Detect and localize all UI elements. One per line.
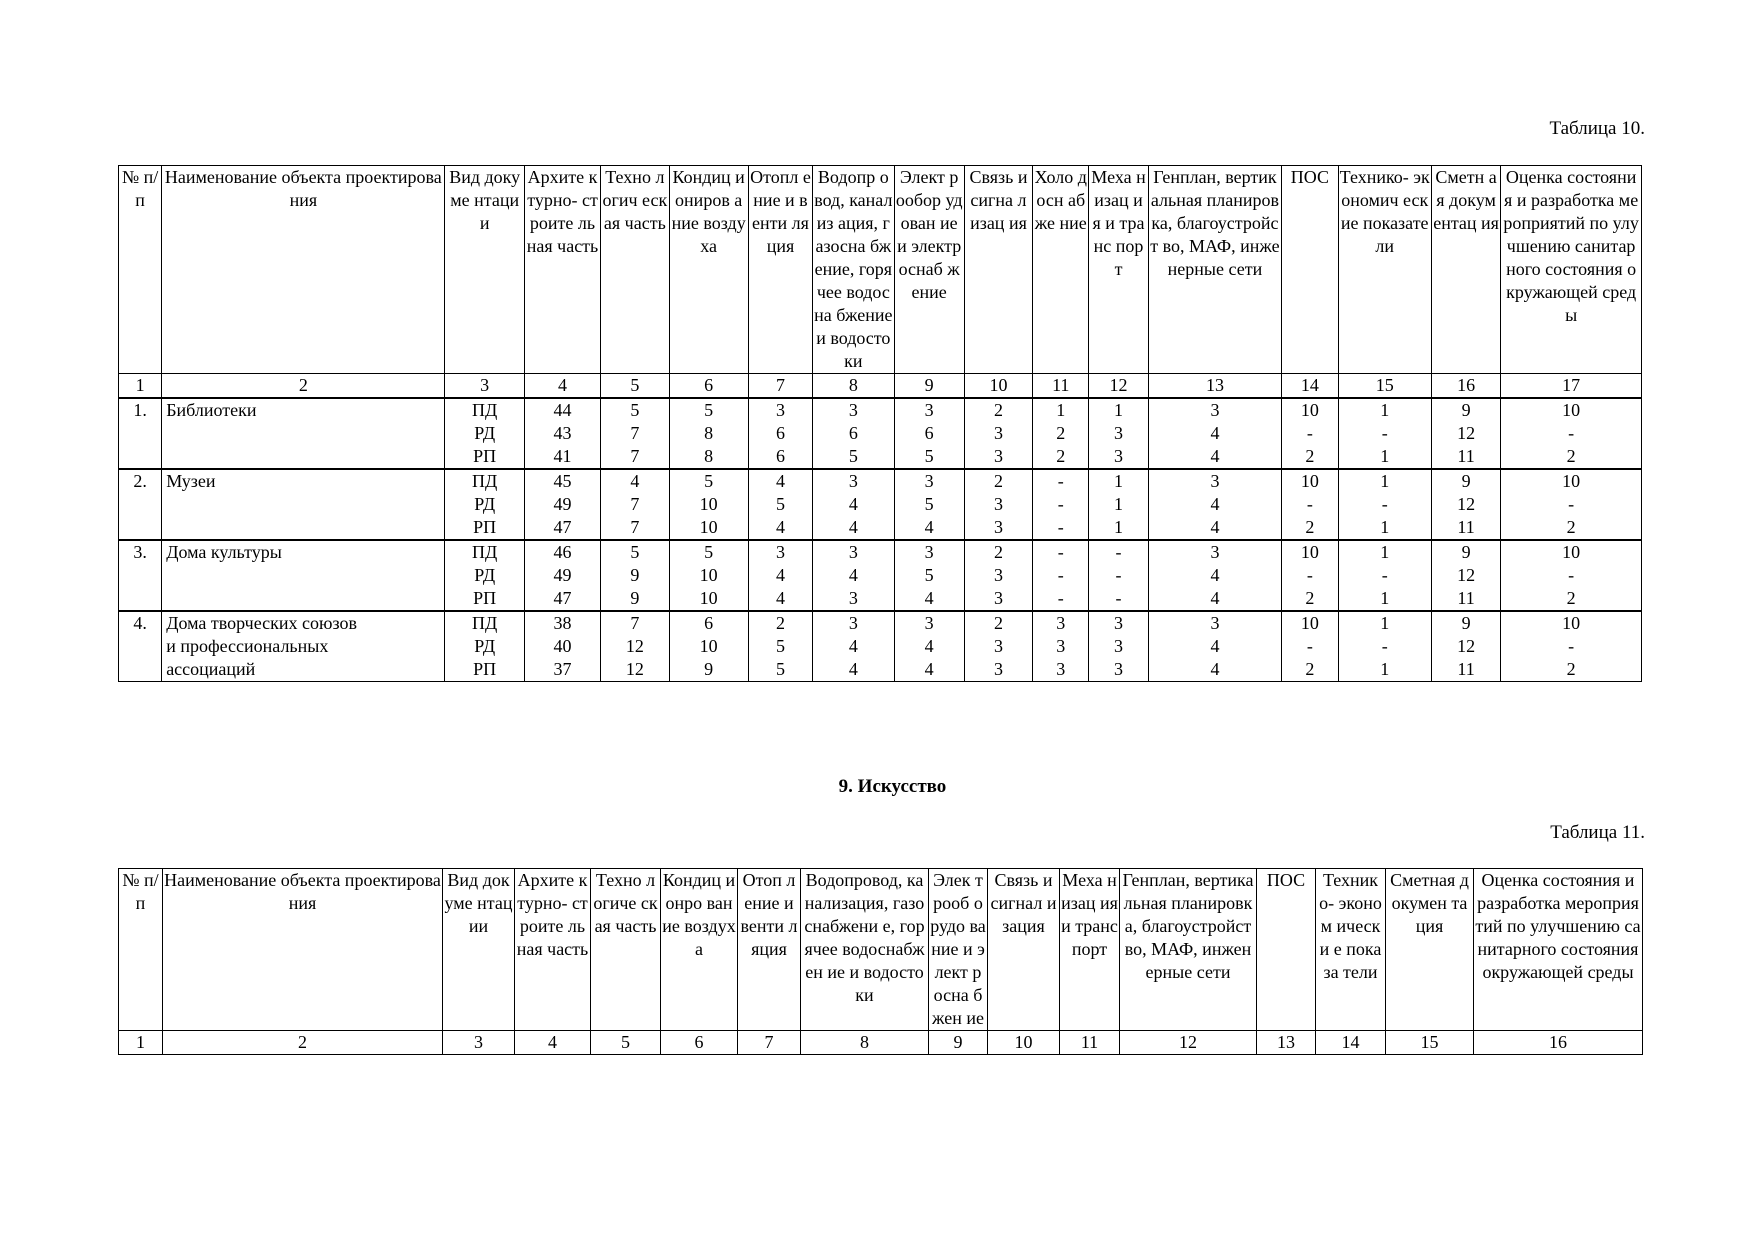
- column-number: 5: [591, 1031, 661, 1055]
- column-number: 11: [1033, 374, 1089, 399]
- column-number: 13: [1148, 374, 1282, 399]
- column-header: Элек трооб орудо вание и элект росна бжен ие: [929, 869, 988, 1031]
- table-cell: 3 4 4: [1148, 611, 1282, 682]
- table-cell: 9 12 11: [1431, 469, 1500, 540]
- table-row: [119, 469, 1642, 540]
- table-cell: 5 7 7: [601, 398, 669, 469]
- column-number: 10: [988, 1031, 1060, 1055]
- table-cell: 3 4 4: [1148, 540, 1282, 611]
- table-cell: 3 4 3: [813, 540, 894, 611]
- table-cell: ПД РД РП: [445, 398, 524, 469]
- column-number: 1: [119, 1031, 163, 1055]
- column-header: Кондиц иониров ание воздуха: [669, 166, 748, 374]
- column-number: 9: [929, 1031, 988, 1055]
- table-cell: 1 1 1: [1089, 469, 1148, 540]
- column-header: Холо досн абже ние: [1033, 166, 1089, 374]
- column-header: Наименование объекта проектирования: [163, 869, 443, 1031]
- column-number: 16: [1431, 374, 1500, 399]
- object-name: Библиотеки: [162, 398, 445, 469]
- header-row: [119, 166, 1642, 374]
- column-number: 2: [162, 374, 445, 399]
- column-header: № п/п: [119, 166, 162, 374]
- column-header: Меха низац ия и транс порт: [1060, 869, 1120, 1031]
- column-number: 3: [445, 374, 524, 399]
- column-header: Связь и сигнал изация: [988, 869, 1060, 1031]
- table-cell: 10 - 2: [1282, 611, 1338, 682]
- column-header: Отоп ление и венти ляция: [738, 869, 801, 1031]
- table-cell: 10 - 2: [1501, 611, 1642, 682]
- column-header: Техно логиче ская часть: [591, 869, 661, 1031]
- column-header: Сметн ая докум ентац ия: [1431, 166, 1500, 374]
- column-header: Архите ктурно- строите льная часть: [524, 166, 600, 374]
- table-cell: 3 4 4: [813, 611, 894, 682]
- table-cell: 7 12 12: [601, 611, 669, 682]
- table-cell: 5 9 9: [601, 540, 669, 611]
- table-cell: ПД РД РП: [445, 469, 524, 540]
- table-cell: 10 - 2: [1501, 540, 1642, 611]
- column-header: Архите ктурно- строите льная часть: [515, 869, 591, 1031]
- table-cell: 2 5 5: [748, 611, 812, 682]
- table-cell: 1 - 1: [1338, 469, 1431, 540]
- table-cell: 9 12 11: [1431, 398, 1500, 469]
- column-number: 17: [1501, 374, 1642, 399]
- column-header: Кондиц ионро вание воздуха: [661, 869, 738, 1031]
- table-cell: 10 - 2: [1282, 398, 1338, 469]
- column-number: 6: [669, 374, 748, 399]
- column-number: 4: [524, 374, 600, 399]
- table-cell: 3 4 4: [894, 611, 964, 682]
- column-number: 15: [1338, 374, 1431, 399]
- table-cell: 3 5 4: [894, 540, 964, 611]
- column-header: Генплан, вертикальная планировка, благоустройст во, МАФ, инженерные сети: [1148, 166, 1282, 374]
- table-cell: 3 4 4: [1148, 469, 1282, 540]
- column-header: Сметная докумен тация: [1386, 869, 1474, 1031]
- table-cell: 44 43 41: [524, 398, 600, 469]
- table-cell: - - -: [1033, 540, 1089, 611]
- row-number: 3.: [119, 540, 162, 611]
- table-cell: 3 6 5: [894, 398, 964, 469]
- column-number: 4: [515, 1031, 591, 1055]
- column-number: 16: [1474, 1031, 1643, 1055]
- object-name: Дома культуры: [162, 540, 445, 611]
- table-cell: 3 3 3: [1033, 611, 1089, 682]
- table-cell: 46 49 47: [524, 540, 600, 611]
- column-number: 2: [163, 1031, 443, 1055]
- table-cell: 2 3 3: [964, 611, 1032, 682]
- table-cell: 45 49 47: [524, 469, 600, 540]
- table-10: [118, 165, 1642, 682]
- table-cell: 10 - 2: [1501, 469, 1642, 540]
- table-cell: 3 4 4: [1148, 398, 1282, 469]
- row-number: 2.: [119, 469, 162, 540]
- column-header: Отопл ение и венти ляция: [748, 166, 812, 374]
- table-cell: 9 12 11: [1431, 611, 1500, 682]
- table-cell: 9 12 11: [1431, 540, 1500, 611]
- table-cell: 6 10 9: [669, 611, 748, 682]
- table-cell: 4 5 4: [748, 469, 812, 540]
- column-header: Меха низац ия и транс порт: [1089, 166, 1148, 374]
- section-title: 9. Искусство: [838, 776, 947, 797]
- table-cell: 5 8 8: [669, 398, 748, 469]
- column-number: 7: [738, 1031, 801, 1055]
- row-number: 1.: [119, 398, 162, 469]
- column-number: 12: [1120, 1031, 1257, 1055]
- table-cell: 5 10 10: [669, 469, 748, 540]
- table-cell: 10 - 2: [1501, 398, 1642, 469]
- column-header: Водопр овод, канализ ация, газосна бжение, горячее водосна бжение и водосто ки: [813, 166, 894, 374]
- column-header: Элект рообор удован ие и электр оснаб жение: [894, 166, 964, 374]
- table-cell: 3 4 4: [748, 540, 812, 611]
- row-number: 4.: [119, 611, 162, 682]
- column-number-row: [119, 374, 1642, 399]
- column-header: № п/ п: [119, 869, 163, 1031]
- column-header: Оценка состояния и разработка мероприятий по улучшению санитарного состояния окружающей среды: [1501, 166, 1642, 374]
- table-cell: 1 2 2: [1033, 398, 1089, 469]
- table-cell: 1 - 1: [1338, 398, 1431, 469]
- column-header: Водопровод, канализация, газоснабжени е, горячее водоснабжен ие и водостоки: [801, 869, 929, 1031]
- column-number: 1: [119, 374, 162, 399]
- table-10-caption: Таблица 10.: [1549, 118, 1645, 139]
- column-header: ПОС: [1282, 166, 1338, 374]
- column-header: Техно логич еская часть: [601, 166, 669, 374]
- table-cell: ПД РД РП: [445, 611, 524, 682]
- header-row: [119, 869, 1643, 1031]
- column-number: 8: [801, 1031, 929, 1055]
- column-number-row: [119, 1031, 1643, 1055]
- column-number: 12: [1089, 374, 1148, 399]
- object-name: Музеи: [162, 469, 445, 540]
- table-11: [118, 868, 1643, 1055]
- column-number: 8: [813, 374, 894, 399]
- table-cell: 3 4 4: [813, 469, 894, 540]
- table-cell: - - -: [1033, 469, 1089, 540]
- column-number: 14: [1316, 1031, 1386, 1055]
- table-row: [119, 540, 1642, 611]
- table-cell: 2 3 3: [964, 540, 1032, 611]
- column-number: 15: [1386, 1031, 1474, 1055]
- table-cell: 2 3 3: [964, 469, 1032, 540]
- column-header: Технико- экономич еские показате ли: [1338, 166, 1431, 374]
- column-header: Оценка состояния и разработка мероприятий по улучшению санитарного состояния окружающей среды: [1474, 869, 1643, 1031]
- column-header: Наименование объекта проектирования: [162, 166, 445, 374]
- column-number: 10: [964, 374, 1032, 399]
- table-cell: 4 7 7: [601, 469, 669, 540]
- column-header: Генплан, вертикальная планировка, благоустройст во, МАФ, инженерные сети: [1120, 869, 1257, 1031]
- column-number: 13: [1257, 1031, 1316, 1055]
- column-number: 9: [894, 374, 964, 399]
- table-cell: 10 - 2: [1282, 540, 1338, 611]
- table-cell: ПД РД РП: [445, 540, 524, 611]
- column-number: 6: [661, 1031, 738, 1055]
- table-cell: 3 6 6: [748, 398, 812, 469]
- table-cell: 10 - 2: [1282, 469, 1338, 540]
- table-cell: 1 3 3: [1089, 398, 1148, 469]
- table-row: [119, 398, 1642, 469]
- column-number: 11: [1060, 1031, 1120, 1055]
- table-row: [119, 611, 1642, 682]
- column-number: 3: [443, 1031, 515, 1055]
- column-header: Вид докуме нтации: [443, 869, 515, 1031]
- column-number: 7: [748, 374, 812, 399]
- column-header: Связь и сигна лизац ия: [964, 166, 1032, 374]
- column-number: 14: [1282, 374, 1338, 399]
- table-cell: 3 5 4: [894, 469, 964, 540]
- table-cell: - - -: [1089, 540, 1148, 611]
- column-header: Вид докуме нтации: [445, 166, 524, 374]
- column-header: ПОС: [1257, 869, 1316, 1031]
- column-header: Техник о- эконом ически е показа тели: [1316, 869, 1386, 1031]
- table-cell: 1 - 1: [1338, 540, 1431, 611]
- table-11-caption: Таблица 11.: [1550, 822, 1645, 843]
- table-cell: 38 40 37: [524, 611, 600, 682]
- table-cell: 2 3 3: [964, 398, 1032, 469]
- table-cell: 3 6 5: [813, 398, 894, 469]
- column-number: 5: [601, 374, 669, 399]
- table-cell: 1 - 1: [1338, 611, 1431, 682]
- table-cell: 3 3 3: [1089, 611, 1148, 682]
- table-cell: 5 10 10: [669, 540, 748, 611]
- object-name: Дома творческих союзов и профессиональных ассоциаций: [162, 611, 445, 682]
